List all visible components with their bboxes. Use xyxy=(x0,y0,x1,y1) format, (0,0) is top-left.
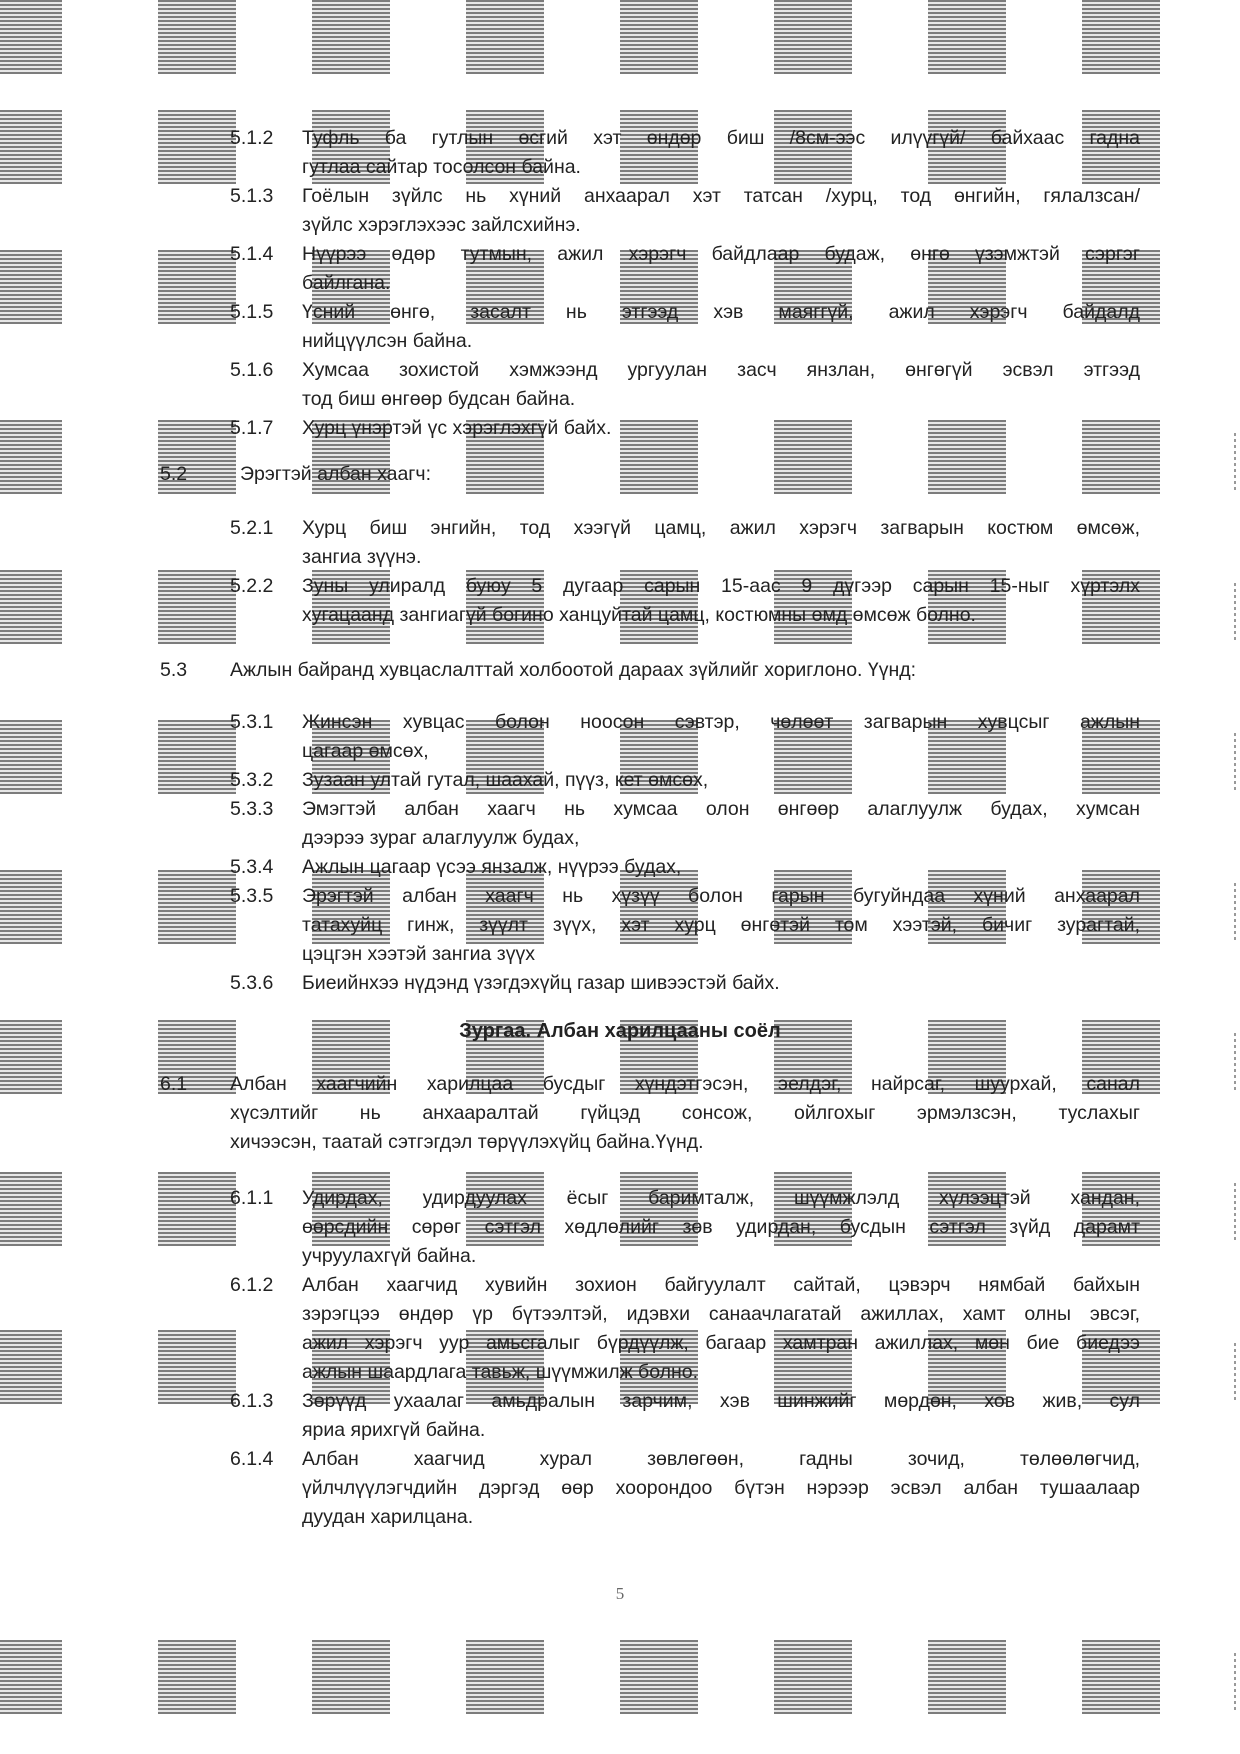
item-text-line: гутлаа сайтар тосолсон байна. xyxy=(302,156,581,178)
item-text-line: зангиа зүүнэ. xyxy=(302,546,422,568)
item-text-line: Эмэгтэй албан хаагч нь хумсаа олон өнгөөр алаглуулж будах, хумсан xyxy=(302,798,1140,820)
item-text-line: Ажлын цагаар үсээ янзалж, нүүрээ будах, xyxy=(302,856,682,878)
item-text-line: зүйлс хэрэглэхээс зайлсхийнэ. xyxy=(302,214,581,236)
item-number: 5.3.1 xyxy=(230,711,274,733)
item-text-line: Зөрүүд ухаалаг амьдралын зарчим, хэв шинжийг мөрдөн, хов жив, сул xyxy=(302,1390,1140,1412)
item-text-line: зэрэгцээ өндөр үр бүтээлтэй, идэвхи санаачлагатай ажиллах, хамт олны эвсэг, xyxy=(302,1303,1140,1325)
item-number: 5.2.1 xyxy=(230,517,274,539)
item-number: 5.1.4 xyxy=(230,243,274,265)
item-text-line: Удирдах, удирдуулах ёсыг баримталж, шүүмжлэлд хүлээцтэй хандан, xyxy=(302,1187,1140,1209)
paragraph-line: хичээсэн, таатай сэтгэгдэл төрүүлэхүйц байна.Үүнд. xyxy=(230,1131,704,1153)
item-number: 5.3.5 xyxy=(230,885,274,907)
item-text-line: учруулахгүй байна. xyxy=(302,1245,477,1267)
item-text-line: Эрэгтэй албан хаагч нь хүзүү болон гарын бугуйндаа хүний анхаарал xyxy=(302,885,1140,907)
item-number: 5.3.2 xyxy=(230,769,274,791)
item-text-line: дээрээ зураг алаглуулж будах, xyxy=(302,827,580,849)
item-text-line: Хурц биш энгийн, тод хээгүй цамц, ажил хэрэгч загварын костюм өмсөж, xyxy=(302,517,1140,539)
section-number: 5.3 xyxy=(160,659,188,681)
item-text-line: Зузаан ултай гутал, шаахай, пүүз, кет өмсөх, xyxy=(302,769,709,791)
item-text-line: Албан хаагчид хурал зөвлөгөөн, гадны зочид, төлөөлөгчид, xyxy=(302,1448,1140,1470)
item-text-line: Хурц үнэртэй үс хэрэглэхгүй байх. xyxy=(302,417,612,439)
item-text-line: ажлын шаардлага тавьж, шүүмжилж болно. xyxy=(302,1361,699,1383)
item-number: 5.3.3 xyxy=(230,798,274,820)
item-text-line: цэцгэн хээтэй зангиа зүүх xyxy=(302,943,535,965)
item-text-line: Туфль ба гутлын өсгий хэт өндөр биш /8см-ээс илүүгүй/ байхаас гадна xyxy=(302,127,1140,149)
item-text-line: өөрсдийн сөрөг сэтгэл хөдлөлийг зөв удирдан, бусдын сэтгэл зүйд дарамт xyxy=(302,1216,1140,1238)
item-number: 5.3.6 xyxy=(230,972,274,994)
item-text-line: үйлчлүүлэгчдийн дэргэд өөр хоорондоо бүтэн нэрээр эсвэл албан тушаалаар xyxy=(302,1477,1140,1499)
item-text-line: Үсний өнгө, засалт нь этгээд хэв маяггүй, ажил хэрэгч байдалд xyxy=(302,301,1140,323)
item-text-line: ажил хэрэгч уур амьсгалыг бүрдүүлж, багаар хамтран ажиллах, мөн бие биедээ xyxy=(302,1332,1140,1354)
item-text-line: хугацаанд зангиагүй богино ханцуйтай цамц, костюмны өмд өмсөж болно. xyxy=(302,604,976,626)
page-number: 5 xyxy=(615,1584,625,1603)
item-text-line: Зуны улиралд буюу 5 дугаар сарын 15-аас 9 дүгээр сарын 15-ныг хүртэлх xyxy=(302,575,1140,597)
section-number: 6.1 xyxy=(160,1073,188,1095)
item-number: 5.1.5 xyxy=(230,301,274,323)
item-number: 5.1.7 xyxy=(230,417,274,439)
item-number: 5.3.4 xyxy=(230,856,274,878)
item-text-line: цагаар өмсөх, xyxy=(302,740,429,762)
item-number: 5.1.6 xyxy=(230,359,274,381)
item-text-line: Хумсаа зохистой хэмжээнд ургуулан засч янзлан, өнгөгүй эсвэл этгээд xyxy=(302,359,1140,381)
item-text-line: Нүүрээ өдөр тутмын, ажил хэрэгч байдлаар будаж, өнгө үзэмжтэй сэргэг xyxy=(302,243,1140,265)
item-text-line: Биеийнхээ нүдэнд үзэгдэхүйц газар шивээстэй байх. xyxy=(302,972,780,994)
section-title: Эрэгтэй албан хаагч: xyxy=(240,463,432,485)
paragraph-line: хүсэлтийг нь анхааралтай гүйцэд сонсож, ойлгохыг эрмэлзсэн, туслахыг xyxy=(230,1102,1140,1124)
item-text-line: яриа ярихгүй байна. xyxy=(302,1419,486,1441)
section-number: 5.2 xyxy=(160,463,188,485)
item-text-line: татахуйц гинж, зүүлт зүүх, хэт хурц өнгөтэй том хээтэй, бичиг зурагтай, xyxy=(302,914,1140,936)
item-number: 6.1.4 xyxy=(230,1448,274,1470)
chapter-heading: Зургаа. Албан харилцааны соёл xyxy=(459,1020,781,1042)
item-text-line: нийцүүлсэн байна. xyxy=(302,330,473,352)
item-text-line: Албан хаагчид хувийн зохион байгуулалт сайтай, цэвэрч нямбай байхын xyxy=(302,1274,1140,1296)
paragraph-line: Албан хаагчийн харилцаа бусдыг хүндэтгэсэн, эелдэг, найрсаг, шуурхай, санал xyxy=(230,1073,1140,1095)
item-number: 6.1.3 xyxy=(230,1390,274,1412)
item-number: 5.1.2 xyxy=(230,127,274,149)
item-number: 6.1.2 xyxy=(230,1274,274,1296)
item-text-line: байлгана. xyxy=(302,272,391,294)
item-number: 5.1.3 xyxy=(230,185,274,207)
item-text-line: тод биш өнгөөр будсан байна. xyxy=(302,388,576,410)
section-title: Ажлын байранд хувцаслалттай холбоотой дараах зүйлийг хориглоно. Үүнд: xyxy=(230,659,917,681)
item-number: 5.2.2 xyxy=(230,575,274,597)
item-text-line: дуудан харилцана. xyxy=(302,1506,474,1528)
item-text-line: Гоёлын зүйлс нь хүний анхаарал хэт татсан /хурц, тод өнгийн, гялалзсан/ xyxy=(302,185,1140,207)
item-number: 6.1.1 xyxy=(230,1187,274,1209)
item-text-line: Жинсэн хувцас болон ноосон сэвтэр, чөлөөт загварын хувцсыг ажлын xyxy=(302,711,1140,733)
